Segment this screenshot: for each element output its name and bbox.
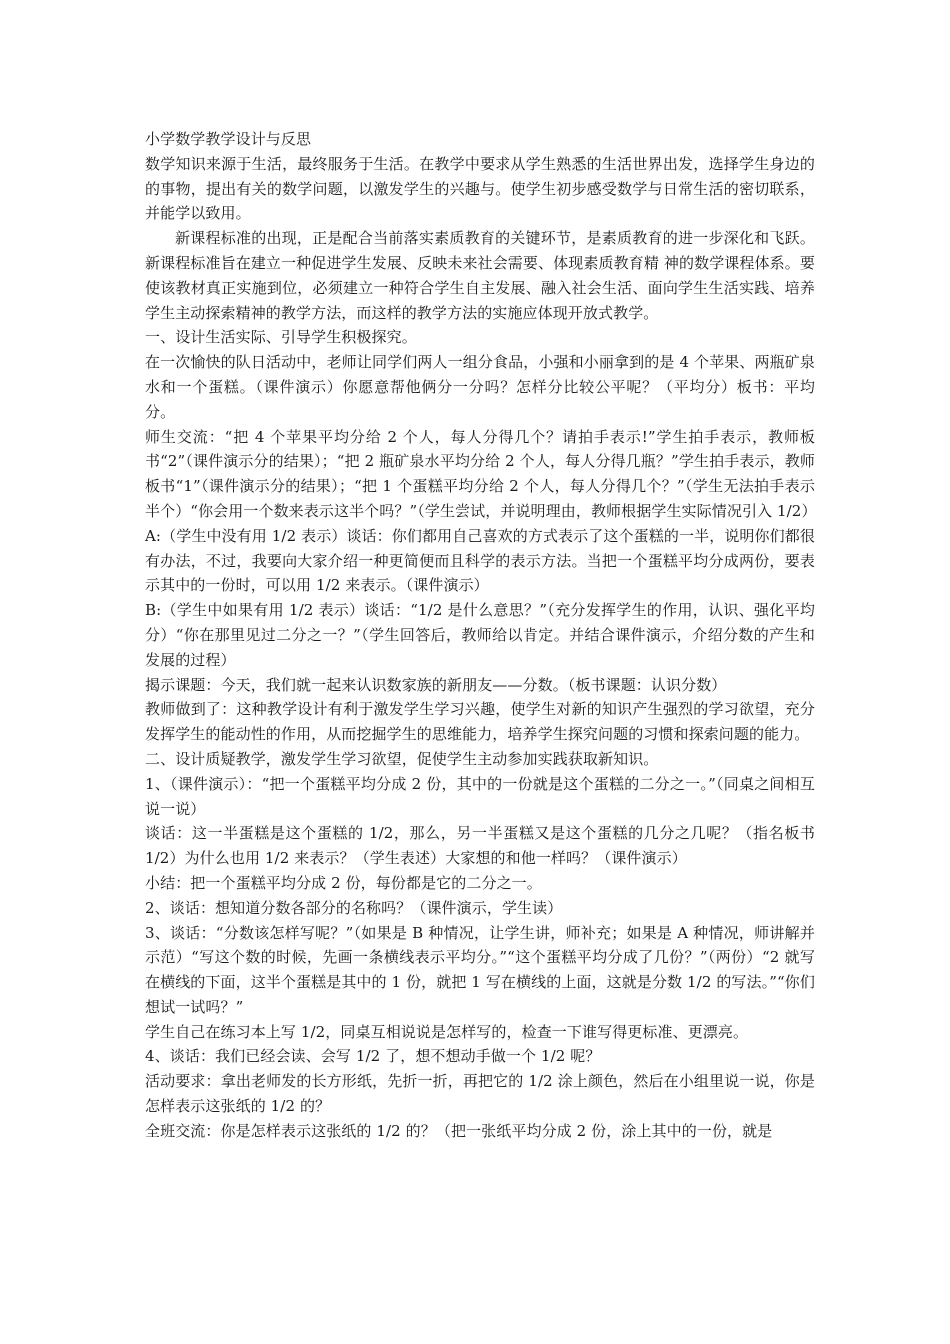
body-paragraph: 教师做到了：这种教学设计有利于激发学生学习兴趣，使学生对新的知识产生强烈的学习欲望，充分发挥学生的能动性的作用，从而挖掘学生的思维能力，培养学生探究问题的习惯和探索问题的能力。 [145,700,815,744]
document-page [145,127,815,1144]
section-heading-2: 二、设计质疑教学，激发学生学习欲望，促使学生主动参加实践获取新知识。 [145,749,659,768]
body-paragraph: A:（学生中没有用 1/2 表示）谈话：你们都用自己喜欢的方式表示了这个蛋糕的一半，说明你们都很有办法，不过，我要向大家介绍一种更简便而且科学的表示方法。当把一个蛋糕平均分成两份，要表示其中的一份时，可以用 1/2 来表示。（课件演示） [145,526,815,595]
body-paragraph: B:（学生中如果有用 1/2 表示）谈话：“1/2 是什么意思？”（充分发挥学生的作用，认识、强化平均分）“你在那里见过二分之一？”（学生回答后，教师给以肯定。并结合课件演示，介绍分数的产生和发展的过程） [145,601,815,669]
document-title: 小学数学教学设计与反思 [145,130,312,148]
body-paragraph: 全班交流：你是怎样表示这张纸的 1/2 的？（把一张纸平均分成 2 份，涂上其中的一份，就是 [145,1121,773,1140]
section-heading-1: 一、设计生活实际、引导学生积极探究。 [145,328,417,347]
curriculum-paragraph: 新课程标准的出现，正是配合当前落实素质教育的关键环节，是素质教育的进一步深化和飞跃。新课程标准旨在建立一种促进学生发展、反映未来社会需要、体现素质教育精 神的数学课程体系。要使该教材真正实施到位，必须建立一种符合学生自主发展、融入社会生活、面向学生生活实践、培养学生主动探索精神的教学方法，而这样的教学方法的实施应体现开放式教学。 [145,229,815,322]
body-paragraph: 2、谈话：想知道分数各部分的名称吗？（课件演示，学生读） [145,898,563,917]
body-paragraph: 谈话：这一半蛋糕是这个蛋糕的 1/2，那么，另一半蛋糕又是这个蛋糕的几分之几呢？（指名板书 1/2）为什么也用 1/2 来表示？（学生表述）大家想的和他一样吗？（课件演示） [145,824,815,868]
body-paragraph: 4、谈话：我们已经会读、会写 1/2 了，想不想动手做一个 1/2 呢？ [145,1047,601,1066]
body-paragraph: 在一次愉快的队日活动中，老师让同学们两人一组分食品，小强和小丽拿到的是 4 个苹果、两瓶矿泉水和一个蛋糕。（课件演示）你愿意帮他俩分一分吗？怎样分比较公平呢？（平均分）板书：平均分。 [145,353,815,421]
body-paragraph: 1、（课件演示）：“把一个蛋糕平均分成 2 份，其中的一份就是这个蛋糕的二分之一。”（同桌之间相互说一说） [145,774,815,818]
body-paragraph: 活动要求：拿出老师发的长方形纸，先折一折，再把它的 1/2 涂上颜色，然后在小组里说一说，你是怎样表示这张纸的 1/2 的？ [145,1072,815,1116]
body-paragraph: 学生自己在练习本上写 1/2，同桌互相说说是怎样写的，检查一下谁写得更标准、更漂亮。 [145,1022,749,1041]
body-paragraph: 小结：把一个蛋糕平均分成 2 份，每份都是它的二分之一。 [145,873,542,892]
body-paragraph: 3、谈话：“分数该怎样写呢？”（如果是 B 种情况，让学生讲，师补充；如果是 A 种情况，师讲解并示范）“写这个数的时候，先画一条横线表示平均分。”“这个蛋糕平均分成了几份？”（两份）“2 就写在横线的下面，这半个蛋糕是其中的 1 份，就把 1 写在横线的上面，这就是分数 1/2 的写法。”“你们想试一试吗？” [145,923,815,1016]
body-paragraph: 揭示课题：今天，我们就一起来认识数家族的新朋友——分数。（板书课题：认识分数） [145,675,727,694]
intro-paragraph: 数学知识来源于生活，最终服务于生活。在教学中要求从学生熟悉的生活世界出发，选择学生身边的的事物，提出有关的数学问题，以激发学生的兴趣与。使学生初步感受数学与日常生活的密切联系，并能学以致用。 [145,154,815,223]
body-paragraph: 师生交流：“把 4 个苹果平均分给 2 个人，每人分得几个？请拍手表示!”学生拍手表示，教师板书“2”（课件演示分的结果）；“把 2 瓶矿泉水平均分给 2 个人，每人分得几瓶？”学生拍手表示，教师板书“1”（课件演示分的结果）；“把 1 个蛋糕平均分给 2 个人，每人分得几个？”（学生无法拍手表示半个）“你会用一个数来表示这半个吗？”（学生尝试，并说明理由，教师根据学生实际情况引入 1/2） [145,427,817,520]
